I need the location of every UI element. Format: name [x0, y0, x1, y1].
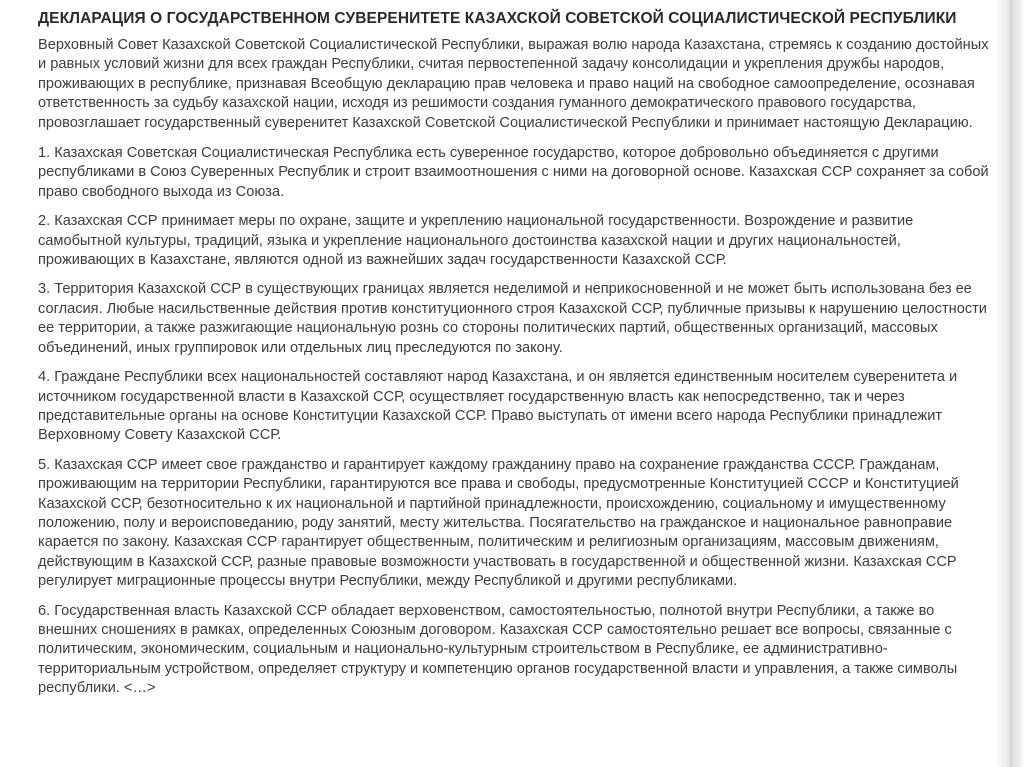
article-6-paragraph: 6. Государственная власть Казахской ССР обладает верховенством, самостоятельностью, полнотой внутри Республики, а также во внешних сношениях в рамках, определенных Союзным договором. Казахская ССР самостоятельно решает все вопросы, связанные с политическим, экономическим, социальным и национально-культурным строительством в Республике, ее административно-территориальным устройством, определяет структуру и компетенцию органов государственной власти и управления, а также символы республики. <…>: [38, 602, 958, 697]
article-4-paragraph: 4. Граждане Республики всех национальностей составляют народ Казахстана, и он является единственным носителем суверенитета и источником государственной власти в Казахской ССР, осуществляет государственную власть как непосредственно, так и через представительные органы на основе Конституции Казахской ССР. Право выступать от имени всего народа Республики принадлежит Верховному Совету Казахской ССР.: [38, 369, 958, 444]
document-page: [20, 4, 990, 709]
article-1-paragraph: 1. Казахская Советская Социалистическая Республика есть суверенное государство, которое добровольно объединяется с другими республиками в Союз Суверенных Республик и строит взаимоотношения с ними на договорной основе. Казахская ССР сохраняет за собой право свободного выхода из Союза.: [38, 145, 989, 200]
article-2-paragraph: 2. Казахская ССР принимает меры по охране, защите и укреплению национальной государственности. Возрождение и развитие самобытной культуры, традиций, языка и укрепление национального достоинства казахской нации и других национальностей, проживающих в Казахстане, являются одной из важнейших задач государственности Казахской ССР.: [38, 213, 914, 269]
article-5-paragraph: 5. Казахская ССР имеет свое гражданство и гарантирует каждому гражданину право на сохранение гражданства СССР. Гражданам, проживающим на территории Республики, гарантируются все права и свободы, предусмотренные Конституцией СССР и Конституцией Казахской ССР, безотносительно к их национальной и партийной принадлежности, происхождению, социальному и имущественному положению, полу и вероисповеданию, роду занятий, месту жительства. Посягательство на гражданское и национальное равноправие карается по закону. Казахская ССР гарантирует общественным, политическим и религиозным организациям, массовым движениям, действующим в Казахской ССР, разные правовые возможности участвовать в государственной и общественной жизни. Казахская ССР регулирует миграционные процессы внутри Республики, между Республикой и другими республиками.: [38, 456, 959, 590]
document-title: ДЕКЛАРАЦИЯ О ГОСУДАРСТВЕННОМ СУВЕРЕНИТЕТЕ КАЗАХСКОЙ СОВЕТСКОЙ СОЦИАЛИСТИЧЕСКОЙ РЕСПУБЛИКИ: [38, 10, 957, 27]
preamble-paragraph: Верховный Совет Казахской Советской Социалистической Республики, выражая волю народа Казахстана, стремясь к созданию достойных и равных условий жизни для всех граждан Республики, считая первостепенной задачу консолидации и укрепления дружбы народов, проживающих в республике, признавая Всеобщую декларацию прав человека и право наций на свободное самоопределение, осознавая ответственность за судьбу казахской нации, исходя из решимости создания гуманного демократического правового государства, провозглашает государственный суверенитет Казахской Советской Социалистической Республики и принимает настоящую Декларацию.: [38, 37, 989, 131]
page-edge-line: [1010, 0, 1012, 767]
article-3-paragraph: 3. Территория Казахской ССР в существующих границах является неделимой и неприкосновенной и не может быть использована без ее согласия. Любые насильственные действия против конституционного строя Казахской ССР, публичные призывы к нарушению целостности ее территории, а также разжигающие национальную рознь со стороны политических партий, общественных организаций, массовых объединений, иных группировок или отдельных лиц преследуются по закону.: [38, 281, 987, 356]
